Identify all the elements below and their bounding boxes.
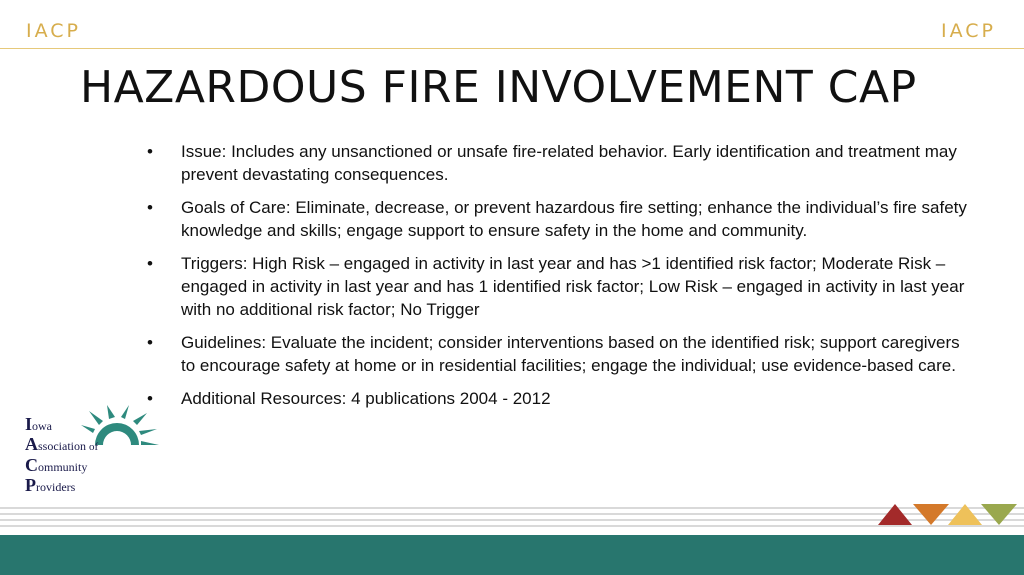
- logo-line-providers: Providers: [25, 475, 76, 495]
- footer-stripe: [0, 507, 1024, 509]
- bullet-issue: [147, 140, 967, 186]
- brand-wordmark-right: IACP: [941, 20, 996, 42]
- triangle-olive: [981, 504, 1017, 525]
- logo-line-iowa: Iowa: [25, 414, 53, 434]
- brand-wordmark-left: IACP: [26, 20, 81, 42]
- bullet-text-goals: Goals of Care: Eliminate, decrease, or prevent hazardous fire setting; enhance the individual’s fire safety knowledge and skills; engage support to ensure safety in the home and community.: [181, 198, 967, 240]
- footer-stripe: [0, 513, 1024, 515]
- bullet-resources: [147, 387, 967, 410]
- footer-stripe: [0, 519, 1024, 521]
- footer-stripe: [0, 525, 1024, 527]
- decorative-triangles: [876, 503, 1018, 527]
- bullet-glyph: •: [147, 389, 153, 408]
- bullet-text-triggers: Triggers: High Risk – engaged in activity in last year and has >1 identified risk factor; Moderate Risk – engaged in activity in last year and has 1 identified risk factor; Low Risk – engaged in activity in last year with no additional risk factor; No Trigger: [181, 254, 965, 319]
- bullet-glyph: •: [147, 333, 153, 352]
- bullet-glyph: •: [147, 198, 153, 217]
- iacp-logo: [20, 405, 160, 500]
- bullet-glyph: •: [147, 142, 153, 161]
- bullet-text-resources: Additional Resources: 4 publications 2004 - 2012: [181, 389, 551, 408]
- triangle-yellow: [948, 504, 982, 525]
- header-divider: [0, 48, 1024, 49]
- bullet-text-guidelines: Guidelines: Evaluate the incident; consider interventions based on the identified risk; support caregivers to encourage safety at home or in residential facilities; engage the individual; use evidence-based care.: [181, 333, 960, 375]
- logo-line-association: Association of: [25, 434, 99, 454]
- bullet-guidelines: [147, 331, 967, 377]
- triangle-red: [878, 504, 912, 525]
- bullet-list: [147, 140, 967, 420]
- footer-bar: [0, 535, 1024, 575]
- logo-line-community: Community: [25, 455, 88, 475]
- bullet-goals: [147, 196, 967, 242]
- footer-stripes: [0, 507, 1024, 531]
- slide-title: HAZARDOUS FIRE INVOLVEMENT CAP: [80, 62, 917, 113]
- logo-wordmark: [25, 415, 98, 496]
- triangle-orange: [913, 504, 949, 525]
- bullet-glyph: •: [147, 254, 153, 273]
- bullet-triggers: [147, 252, 967, 321]
- bullet-text-issue: Issue: Includes any unsanctioned or unsafe fire-related behavior. Early identification and treatment may prevent devastating consequences.: [181, 142, 957, 184]
